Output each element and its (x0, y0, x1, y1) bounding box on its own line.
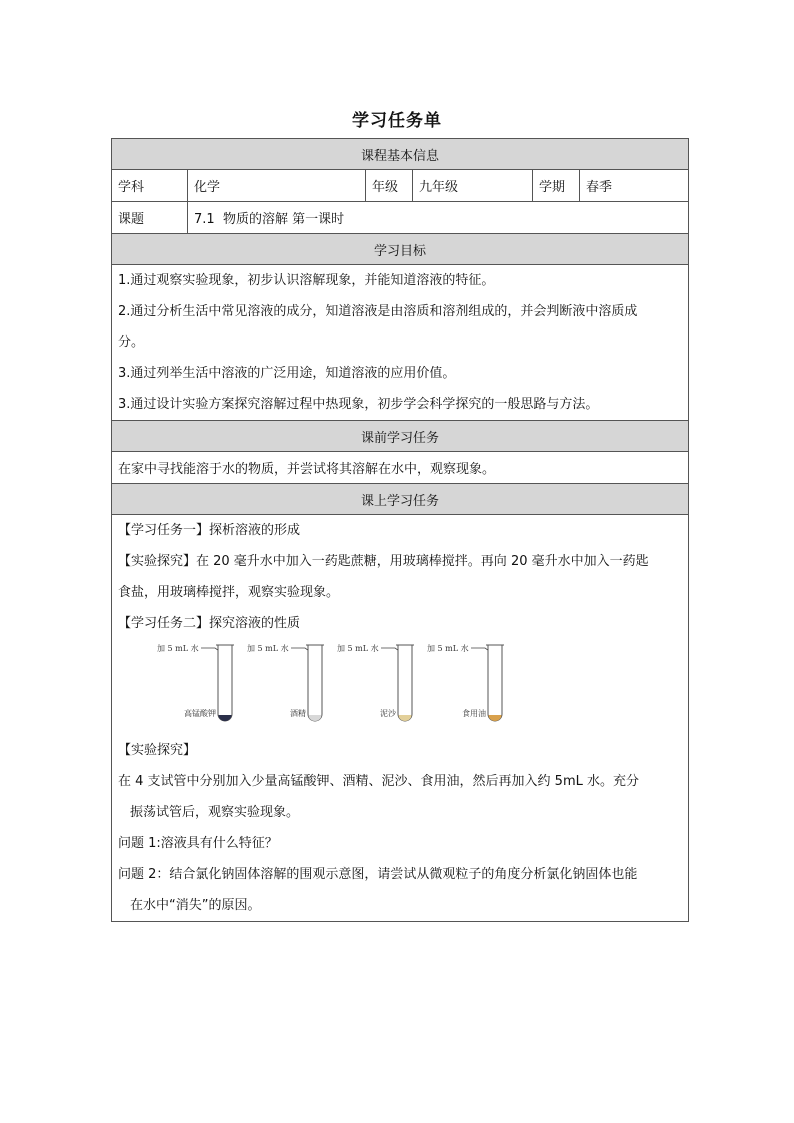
objective-item: 3.通过设计实验方案探究溶解过程中热现象，初步学会科学探究的一般思路与方法。 (118, 397, 599, 412)
substance-sample (399, 715, 412, 721)
substance-sample (219, 715, 232, 721)
test-tube-figure (118, 639, 682, 735)
pre-class-task: 在家中寻找能溶于水的物质，并尝试将其溶解在水中，观察现象。 (112, 452, 689, 484)
task1-heading: 【学习任务一】探析溶液的形成 (118, 523, 301, 538)
test-tube-diagram (150, 641, 670, 733)
objective-item: 3.通过列举生活中溶液的广泛用途，知道溶液的应用价值。 (118, 366, 456, 381)
test-tube (488, 645, 502, 721)
section-objectives: 学习目标 (112, 234, 689, 265)
experiment1-line: 【实验探究】在 20 毫升水中加入一药匙蔗糖，用玻璃棒搅拌。再向 20 毫升水中加入一药匙 (118, 554, 649, 569)
experiment2-line: 在 4 支试管中分别加入少量高锰酸钾、酒精、泥沙、食用油，然后再加入约 5mL 水。充分 (118, 774, 639, 789)
add-water-label: 加 5 mL 水 (157, 644, 199, 653)
add-water-label: 加 5 mL 水 (427, 644, 469, 653)
objective-item: 分。 (118, 335, 145, 350)
subject-value: 化学 (188, 170, 366, 202)
objective-item: 2.通过分析生活中常见溶液的成分，知道溶液是由溶质和溶剂组成的，并会判断液中溶质成 (118, 304, 638, 319)
test-tube (308, 645, 322, 721)
substance-label: 食用油 (462, 709, 486, 718)
section-basic-info: 课程基本信息 (112, 139, 689, 170)
in-class-block (112, 515, 689, 922)
term-label: 学期 (533, 170, 580, 202)
experiment2-heading: 【实验探究】 (118, 743, 197, 758)
question-2-line: 问题 2：结合氯化钠固体溶解的围观示意图，请尝试从微观粒子的角度分析氯化钠固体也能 (118, 867, 638, 882)
section-in-class: 课上学习任务 (112, 484, 689, 515)
substance-sample (309, 715, 322, 721)
experiment1-line: 食盐，用玻璃棒搅拌，观察实验现象。 (118, 585, 340, 600)
substance-label: 酒精 (290, 709, 306, 718)
section-pre-class: 课前学习任务 (112, 421, 689, 452)
objective-item: 1.通过观察实验现象，初步认识溶解现象，并能知道溶液的特征。 (118, 273, 495, 288)
topic-value: 7.1 物质的溶解 第一课时 (188, 202, 689, 234)
objectives-block (112, 265, 689, 421)
add-water-label: 加 5 mL 水 (337, 644, 379, 653)
task2-heading: 【学习任务二】探究溶液的性质 (118, 616, 301, 631)
task-sheet-table (111, 138, 689, 922)
page-title: 学习任务单 (352, 111, 442, 131)
grade-value: 九年级 (413, 170, 533, 202)
substance-label: 高锰酸钾 (184, 709, 216, 718)
test-tube (218, 645, 232, 721)
substance-sample (489, 715, 502, 721)
substance-label: 泥沙 (380, 709, 396, 718)
add-water-label: 加 5 mL 水 (247, 644, 289, 653)
grade-label: 年级 (366, 170, 413, 202)
subject-label: 学科 (112, 170, 188, 202)
test-tube (398, 645, 412, 721)
question-2-line: 在水中“消失”的原因。 (130, 898, 261, 913)
term-value: 春季 (580, 170, 689, 202)
question-1: 问题 1:溶液具有什么特征？ (118, 836, 278, 851)
topic-label: 课题 (112, 202, 188, 234)
experiment2-line: 振荡试管后，观察实验现象。 (130, 805, 300, 820)
